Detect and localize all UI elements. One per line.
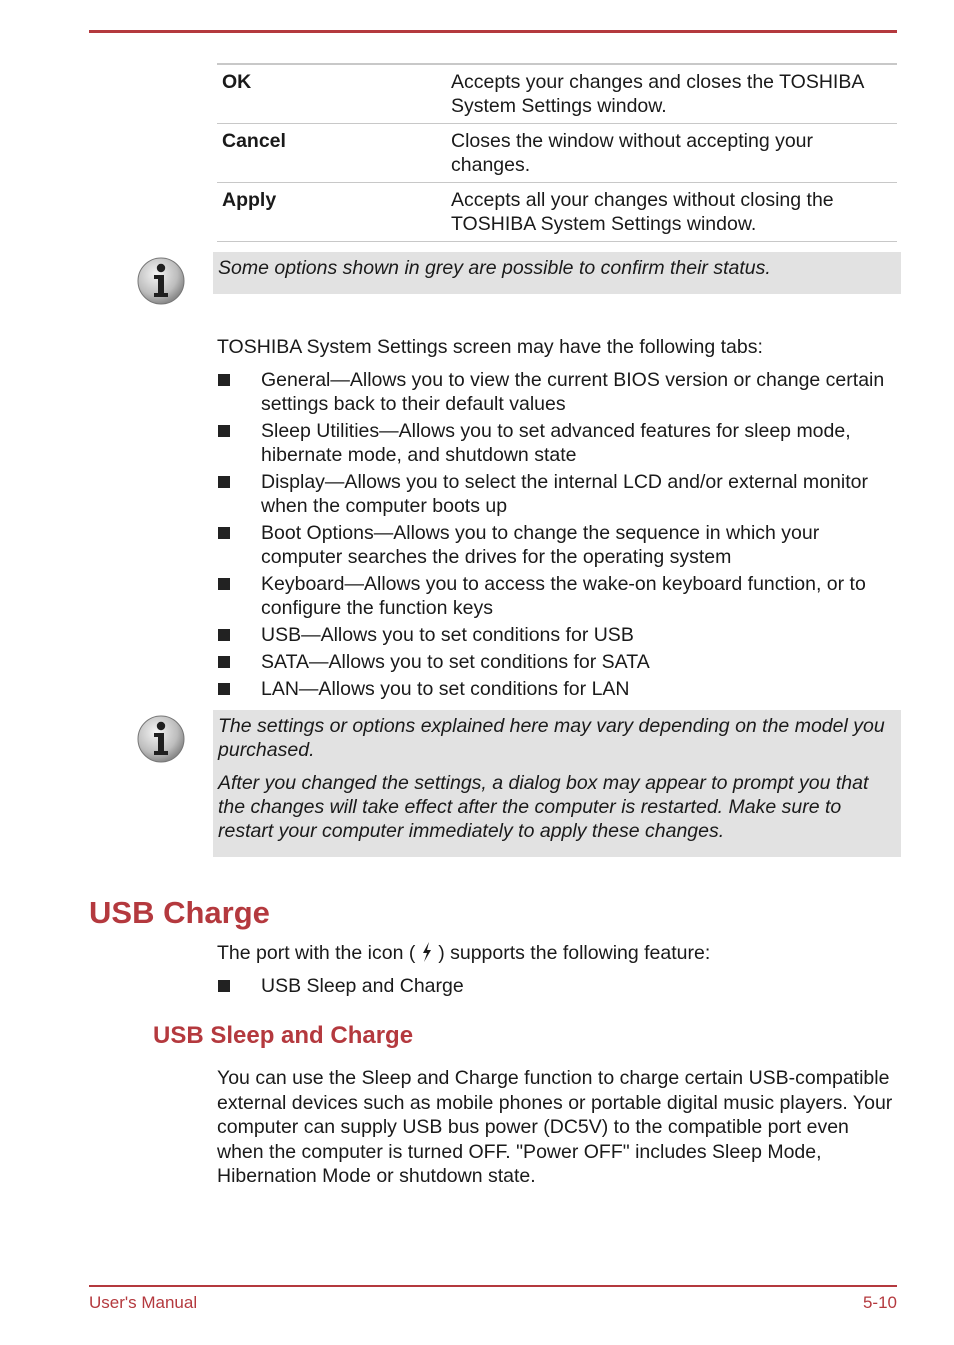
bullet-square [218,527,230,539]
bullet-square [218,578,230,590]
bullet-square [218,476,230,488]
table-key: Cancel [217,124,446,183]
bullet-square [218,629,230,641]
usb-sleep-charge-body: You can use the Sleep and Charge function to charge certain USB-compatible external devices such as mobile phones or portable digital music players. Your computer can supply USB bus power (DC5V) to the compatible port even when the computer is turned OFF. "Power OFF" includes Sleep Mode, Hibernation Mode or shutdown state. [217,1067,893,1187]
settings-buttons-table [217,63,897,242]
list-item: General—Allows you to view the current BIOS version or change certain settings back to their default values [217,368,897,416]
list-item: USB—Allows you to set conditions for USB [217,623,897,647]
tabs-list [217,368,897,703]
bullet-square [218,980,230,992]
usb-charge-intro: The port with the icon ( ) supports the following feature: [217,942,711,964]
list-item: Display—Allows you to select the internal LCD and/or external monitor when the computer boots up [217,470,897,518]
list-item: Boot Options—Allows you to change the sequence in which your computer searches the drives for the operating system [217,521,897,569]
subsection-heading: USB Sleep and Charge [153,1022,414,1049]
list-item: SATA—Allows you to set conditions for SATA [217,650,897,674]
footer-title: User's Manual [89,1293,198,1312]
bullet-square [218,374,230,386]
bullet-square [218,683,230,695]
list-item: Keyboard—Allows you to access the wake-on keyboard function, or to configure the function keys [217,572,897,620]
bullet-square [218,425,230,437]
bullet-square [218,656,230,668]
usb-charge-bolt-icon [421,942,433,962]
table-row [217,183,897,242]
table-key: OK [217,64,446,124]
list-item: Sleep Utilities—Allows you to set advanced features for sleep mode, hibernate mode, and shutdown state [217,419,897,467]
footer-rule [89,1285,897,1287]
list-item: USB Sleep and Charge [217,974,897,998]
info-icon [136,714,186,764]
tabs-intro: TOSHIBA System Settings screen may have the following tabs: [217,336,763,358]
usb-charge-features [217,974,897,1001]
page-number: 5-10 [862,1293,897,1312]
section-heading: USB Charge [89,895,270,930]
table-desc: Accepts all your changes without closing the TOSHIBA System Settings window. [446,183,897,242]
table-key: Apply [217,183,446,242]
note-text: After you changed the settings, a dialog box may appear to prompt you that the changes will take effect after the computer is restarted. Make sure to restart your computer immediately to apply these changes. [218,772,869,842]
note-text: The settings or options explained here may vary depending on the model you purchased. [218,715,885,761]
note-box [213,252,901,294]
table-row [217,64,897,124]
note-box [213,710,901,857]
note-text: Some options shown in grey are possible to confirm their status. [218,257,771,279]
table-desc: Accepts your changes and closes the TOSHIBA System Settings window. [446,64,897,124]
list-item: LAN—Allows you to set conditions for LAN [217,677,897,701]
info-icon [136,256,186,306]
table-desc: Closes the window without accepting your changes. [446,124,897,183]
header-rule [89,30,897,33]
table-row [217,124,897,183]
